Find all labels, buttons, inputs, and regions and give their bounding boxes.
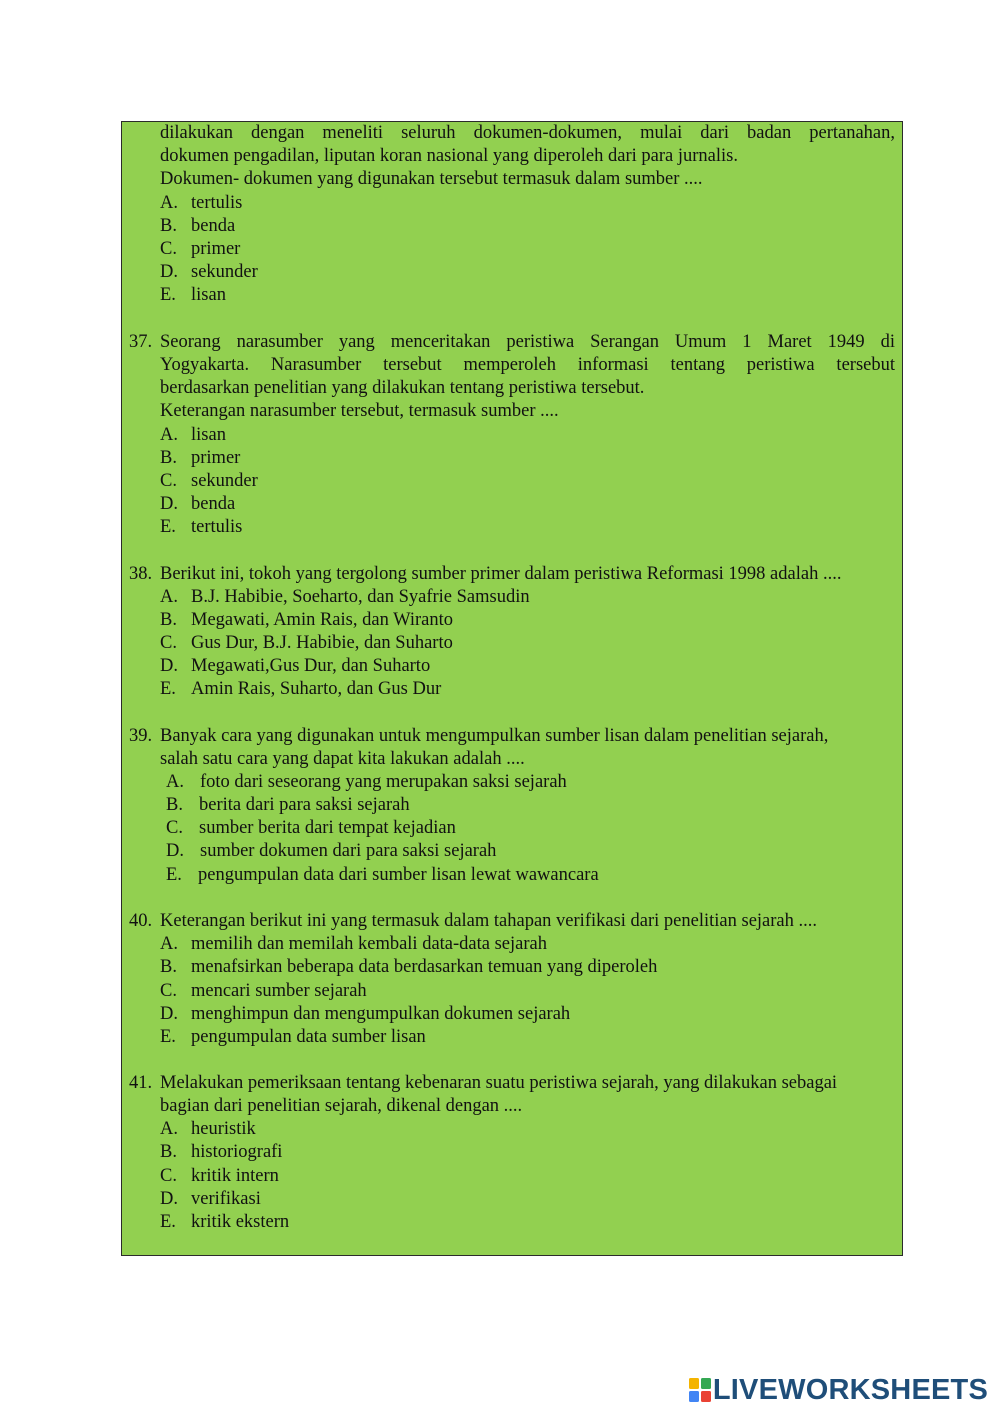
q39-line-2: salah satu cara yang dapat kita lakukan adalah ....	[160, 749, 525, 769]
q39-option-b[interactable]: berita dari para saksi sejarah	[199, 795, 410, 815]
q40-number: 40.	[129, 911, 153, 931]
q41-option-b[interactable]: historiografi	[191, 1142, 283, 1162]
q38-number: 38.	[129, 564, 153, 584]
q37-option-letter: B.	[160, 448, 177, 468]
q40-option-letter: C.	[160, 981, 177, 1001]
q41-line-2: bagian dari penelitian sejarah, dikenal dengan ....	[160, 1096, 523, 1116]
q36-line-3: Dokumen- dokumen yang digunakan tersebut termasuk dalam sumber ....	[160, 169, 703, 189]
q40-option-letter: E.	[160, 1027, 176, 1047]
q37-line-1: Seorang narasumber yang menceritakan peristiwa Serangan Umum 1 Maret 1949 di	[160, 332, 895, 352]
q36-line-1: dilakukan dengan meneliti seluruh dokumen-dokumen, mulai dari badan pertanahan,	[160, 123, 895, 143]
q41-option-a[interactable]: heuristik	[191, 1119, 256, 1139]
q40-option-a[interactable]: memilih dan memilah kembali data-data sejarah	[191, 934, 547, 954]
q39-option-letter: B.	[166, 795, 183, 815]
q41-option-e[interactable]: kritik ekstern	[191, 1212, 290, 1232]
q36-option-letter: B.	[160, 216, 177, 236]
q39-option-c[interactable]: sumber berita dari tempat kejadian	[199, 818, 456, 838]
q37-option-letter: D.	[160, 494, 178, 514]
q39-option-a[interactable]: foto dari seseorang yang merupakan saksi sejarah	[200, 772, 567, 792]
q41-option-letter: E.	[160, 1212, 176, 1232]
q39-option-letter: C.	[166, 818, 183, 838]
q40-line-1: Keterangan berikut ini yang termasuk dalam tahapan verifikasi dari penelitian sejarah ....	[160, 911, 818, 931]
q38-option-e[interactable]: Amin Rais, Suharto, dan Gus Dur	[191, 679, 442, 699]
liveworksheets-brand[interactable]	[689, 1372, 988, 1408]
q40-option-letter: A.	[160, 934, 178, 954]
q41-option-letter: A.	[160, 1119, 178, 1139]
q39-option-letter: D.	[166, 841, 184, 861]
liveworksheets-wordmark: LIVEWORKSHEETS	[712, 1373, 988, 1406]
q38-option-b[interactable]: Megawati, Amin Rais, dan Wiranto	[191, 610, 453, 630]
q37-line-2: Yogyakarta. Narasumber tersebut memperoleh informasi tentang peristiwa tersebut	[160, 355, 895, 375]
q38-option-a[interactable]: B.J. Habibie, Soeharto, dan Syafrie Samsudin	[191, 587, 530, 607]
q40-option-letter: B.	[160, 957, 177, 977]
q39-number: 39.	[129, 726, 153, 746]
q36-option-letter: C.	[160, 239, 177, 259]
q37-option-c[interactable]: sekunder	[191, 471, 258, 491]
q41-option-letter: B.	[160, 1142, 177, 1162]
q37-option-b[interactable]: primer	[191, 448, 241, 468]
q40-option-b[interactable]: menafsirkan beberapa data berdasarkan temuan yang diperoleh	[191, 957, 658, 977]
q38-option-letter: A.	[160, 587, 178, 607]
q40-option-e[interactable]: pengumpulan data sumber lisan	[191, 1027, 426, 1047]
q36-option-d[interactable]: sekunder	[191, 262, 258, 282]
q41-line-1: Melakukan pemeriksaan tentang kebenaran suatu peristiwa sejarah, yang dilakukan sebagai	[160, 1073, 838, 1093]
q36-option-b[interactable]: benda	[191, 216, 236, 236]
q40-option-letter: D.	[160, 1004, 178, 1024]
q36-option-letter: E.	[160, 285, 176, 305]
q41-option-letter: D.	[160, 1189, 178, 1209]
q37-option-e[interactable]: tertulis	[191, 517, 243, 537]
q38-option-letter: D.	[160, 656, 178, 676]
q36-option-letter: A.	[160, 193, 178, 213]
q36-line-2: dokumen pengadilan, liputan koran nasional yang diperoleh dari para jurnalis.	[160, 146, 738, 166]
q41-option-letter: C.	[160, 1166, 177, 1186]
q40-option-c[interactable]: mencari sumber sejarah	[191, 981, 367, 1001]
q37-option-letter: C.	[160, 471, 177, 491]
q38-option-letter: B.	[160, 610, 177, 630]
q36-option-e[interactable]: lisan	[191, 285, 226, 305]
q37-number: 37.	[129, 332, 153, 352]
q37-option-d[interactable]: benda	[191, 494, 236, 514]
q41-option-c[interactable]: kritik intern	[191, 1166, 279, 1186]
q40-option-d[interactable]: menghimpun dan mengumpulkan dokumen sejarah	[191, 1004, 571, 1024]
q38-option-d[interactable]: Megawati,Gus Dur, dan Suharto	[191, 656, 431, 676]
q39-option-letter: A.	[166, 772, 184, 792]
q39-line-1: Banyak cara yang digunakan untuk mengumpulkan sumber lisan dalam penelitian sejarah,	[160, 726, 829, 746]
q41-option-d[interactable]: verifikasi	[191, 1189, 261, 1209]
q37-option-letter: A.	[160, 425, 178, 445]
q38-option-letter: C.	[160, 633, 177, 653]
q38-line-1: Berikut ini, tokoh yang tergolong sumber primer dalam peristiwa Reformasi 1998 adalah ....	[160, 564, 842, 584]
q38-option-c[interactable]: Gus Dur, B.J. Habibie, dan Suharto	[191, 633, 453, 653]
q37-option-a[interactable]: lisan	[191, 425, 226, 445]
q41-number: 41.	[129, 1073, 153, 1093]
q36-option-c[interactable]: primer	[191, 239, 241, 259]
q37-line-4: Keterangan narasumber tersebut, termasuk sumber ....	[160, 401, 559, 421]
q39-option-e[interactable]: pengumpulan data dari sumber lisan lewat wawancara	[198, 865, 599, 885]
q36-option-letter: D.	[160, 262, 178, 282]
q36-option-a[interactable]: tertulis	[191, 193, 243, 213]
q38-option-letter: E.	[160, 679, 176, 699]
q37-option-letter: E.	[160, 517, 176, 537]
q39-option-letter: E.	[166, 865, 182, 885]
liveworksheets-logo-icon	[689, 1378, 711, 1402]
q39-option-d[interactable]: sumber dokumen dari para saksi sejarah	[200, 841, 497, 861]
q37-line-3: berdasarkan penelitian yang dilakukan tentang peristiwa tersebut.	[160, 378, 645, 398]
